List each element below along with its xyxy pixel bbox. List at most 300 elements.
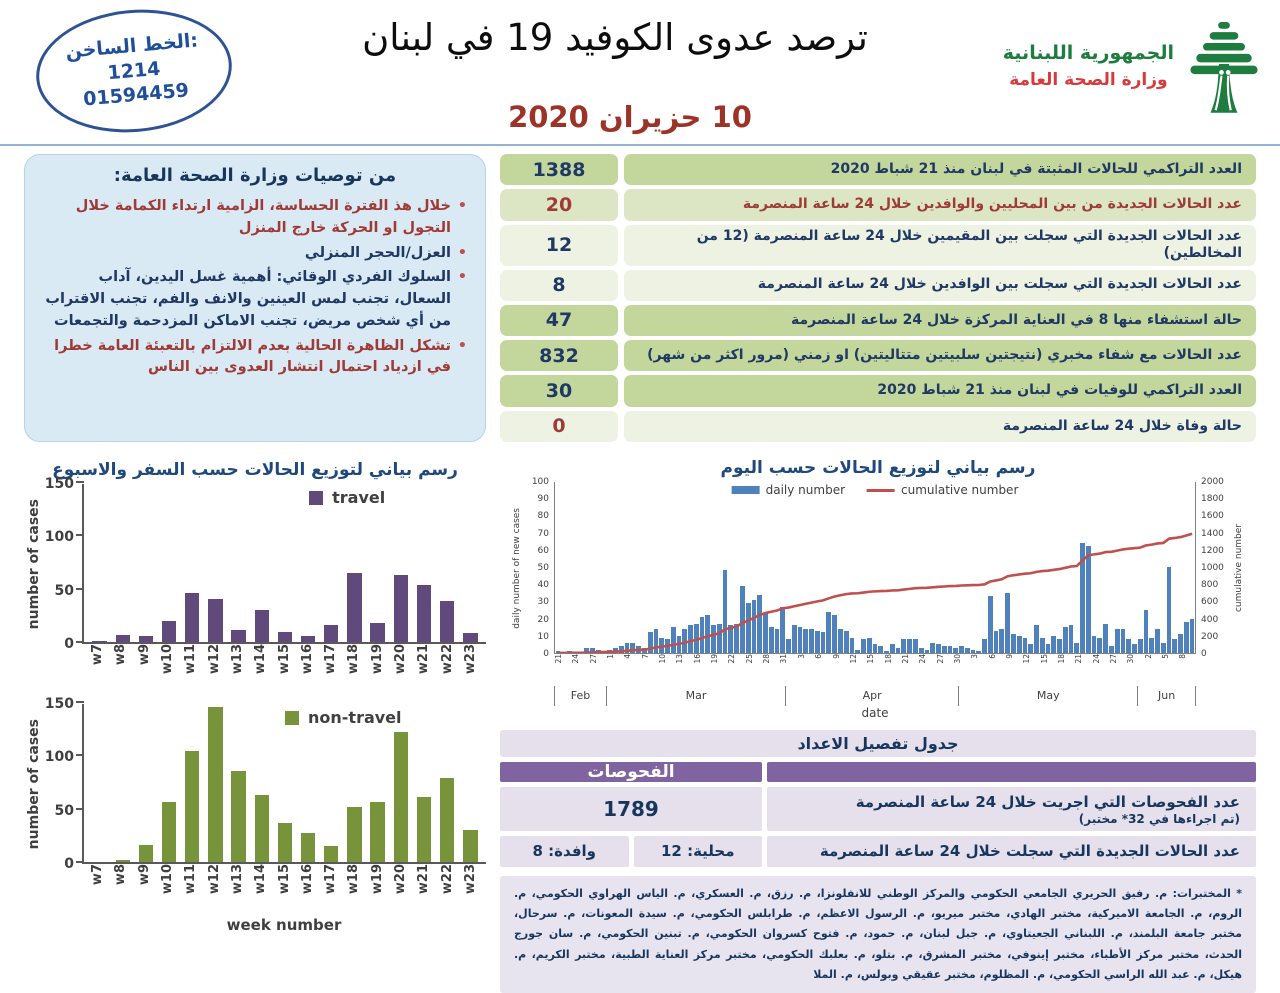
x-tick-slot (319, 644, 342, 694)
stat-row (500, 411, 1256, 442)
x-tick-slot (342, 644, 365, 694)
x-tick-label: w20 (393, 864, 408, 894)
month-label: Jun (1137, 686, 1195, 706)
bar (278, 823, 292, 862)
x-tick-label: w21 (416, 864, 431, 894)
right-y-tick: 0 (1201, 649, 1207, 659)
daily-x-tick-slot (641, 654, 650, 686)
y-tick-label: 150 (45, 696, 74, 712)
right-y-tick: 1000 (1201, 563, 1224, 573)
x-tick-slot (133, 864, 156, 914)
right-y-tick: 1200 (1201, 546, 1224, 556)
x-tick-slot (389, 864, 412, 914)
bar-slot (88, 641, 111, 642)
daily-x-tick-slot (1074, 654, 1083, 686)
daily-x-tick-label: 5 (1161, 654, 1170, 659)
month-label: Feb (554, 686, 606, 706)
bar (440, 601, 454, 642)
tests-count-value: 1789 (603, 797, 659, 821)
bar-slot (273, 632, 296, 642)
y-tick-label: 100 (45, 749, 74, 765)
daily-chart-legend (732, 483, 1019, 497)
x-axis-labels (82, 864, 486, 914)
daily-x-tick-slot (1005, 654, 1014, 686)
new-cases-label-cell (767, 836, 1256, 866)
daily-x-tick-label: 18 (1057, 654, 1066, 664)
recommendation-item: • تشكل الظاهرة الحالية بعدم الالتزام بالتعبئة العامة خطرا في ازدياد احتمال انتشار العدوى بين الناس (39, 336, 471, 380)
new-cases-values (500, 836, 762, 866)
x-tick-label: w8 (113, 864, 128, 885)
recommendation-item: • السلوك الفردي الوقائي: أهمية غسل اليدين، آداب السعال، تجنب لمس العينين والانف والفم، تجنب الاقتراب من أي شخص مريض، تجنب الاماكن المزدحمة والتجمعات (39, 267, 471, 332)
tests-count-row (500, 787, 1256, 831)
bar (231, 771, 245, 862)
y-axis-ticks (44, 484, 82, 644)
new-cases-label: عدد الحالات الجديدة التي سجلت خلال 24 ساعة المنصرمة (783, 841, 1240, 861)
daily-combo-chart (500, 482, 1256, 722)
daily-x-tick-label: 8 (1178, 654, 1187, 659)
tests-count-sublabel: (تم اجراءها في 32* مختبر) (783, 812, 1240, 826)
x-tick-label: w9 (137, 864, 152, 885)
bar (116, 635, 130, 642)
y-tick-mark (76, 641, 84, 643)
x-tick-label: w10 (160, 864, 175, 894)
new-cases-row (500, 836, 1256, 866)
bar-slot (111, 635, 134, 642)
stat-row (500, 375, 1256, 406)
x-tick-label: w21 (416, 644, 431, 674)
daily-x-tick-slot (814, 654, 823, 686)
daily-x-tick-slot (1161, 654, 1170, 686)
x-tick-slot (272, 644, 295, 694)
legend-item-cumulative (867, 483, 1018, 497)
daily-x-tick-slot (727, 654, 736, 686)
x-tick-label: w14 (253, 644, 268, 674)
y-tick-mark (76, 534, 84, 536)
daily-x-tick-label: 18 (884, 654, 893, 664)
y-tick-label: 150 (45, 476, 74, 492)
y-tick-mark (76, 861, 84, 863)
bar (417, 585, 431, 642)
daily-x-tick-label: 19 (710, 654, 719, 664)
bar (394, 732, 408, 862)
x-tick-slot (156, 864, 179, 914)
x-tick-label: w14 (253, 864, 268, 894)
daily-x-tick-slot (1126, 654, 1135, 686)
legend-swatch (285, 711, 299, 725)
left-y-tick: 60 (538, 546, 549, 556)
bar (162, 802, 176, 862)
x-axis-title: week number (82, 914, 486, 934)
x-tick-label: w7 (90, 644, 105, 665)
tests-header-spacer (767, 762, 1256, 782)
bar (370, 802, 384, 862)
daily-x-tick-slot (1092, 654, 1101, 686)
hotline-number-short: 1214 (107, 56, 162, 85)
x-tick-slot (342, 864, 365, 914)
y-tick-mark (76, 808, 84, 810)
hotline-label: الخط الساخن: (65, 28, 199, 64)
x-tick-label: w15 (277, 864, 292, 894)
daily-x-tick-label: 24 (1092, 654, 1101, 664)
daily-x-tick-label: 10 (658, 654, 667, 664)
x-tick-label: w23 (463, 864, 478, 894)
x-tick-slot (435, 644, 458, 694)
stat-row (500, 189, 1256, 220)
bar (185, 751, 199, 862)
recommendations-title: من توصيات وزارة الصحة العامة: (39, 165, 471, 186)
daily-x-tick-slot (745, 654, 754, 686)
bar-slot (412, 797, 435, 862)
daily-x-tick-slot (693, 654, 702, 686)
bar (440, 778, 454, 862)
x-tick-slot (272, 864, 295, 914)
x-tick-label: w18 (346, 864, 361, 894)
daily-x-tick-label: 25 (745, 654, 754, 664)
daily-x-tick-slot (970, 654, 979, 686)
left-y-tick: 40 (538, 580, 549, 590)
x-tick-slot (459, 644, 482, 694)
bar-slot (227, 630, 250, 642)
right-y-ticks (1196, 482, 1232, 654)
stat-label: حالة وفاة خلال 24 ساعة المنصرمة (624, 411, 1256, 442)
month-label: Mar (606, 686, 785, 706)
daily-x-tick-slot (1109, 654, 1118, 686)
stat-value: 832 (500, 340, 618, 371)
x-tick-label: w12 (207, 864, 222, 894)
y-tick-mark (76, 754, 84, 756)
daily-x-tick-label: 3 (797, 654, 806, 659)
bar (162, 621, 176, 642)
tests-header-label: الفحوصات (587, 762, 674, 782)
recommendation-item: • خلال هذ الفترة الحساسة، الزامية ارتداء الكمامة خلال التجول او الحركة خارج المنزل (39, 196, 471, 240)
x-tick-slot (156, 644, 179, 694)
nontravel-bar-chart (24, 704, 486, 934)
left-y-tick: 80 (538, 511, 549, 521)
x-tick-label: w8 (113, 644, 128, 665)
x-tick-slot (435, 864, 458, 914)
x-tick-label: w16 (300, 644, 315, 674)
bar-slot (320, 846, 343, 862)
bar-slot (436, 601, 459, 642)
left-y-tick: 20 (538, 615, 549, 625)
report-header (0, 0, 1280, 146)
daily-x-tick-label: 9 (1005, 654, 1014, 659)
x-tick-slot (412, 644, 435, 694)
daily-x-tick-label: 21 (1074, 654, 1083, 664)
daily-x-tick-slot (988, 654, 997, 686)
y-tick-mark (76, 481, 84, 483)
recommendations-list (39, 196, 471, 379)
x-tick-label: w11 (183, 644, 198, 674)
left-y-ticks (524, 482, 554, 654)
x-tick-label: w10 (160, 644, 175, 674)
weekly-chart-grid (24, 704, 486, 934)
x-tick-label: w23 (463, 644, 478, 674)
daily-x-tick-slot (918, 654, 927, 686)
right-y-axis-label-text: cumulative number (1234, 524, 1244, 612)
weekly-chart-grid (24, 484, 486, 694)
legend-line-swatch (867, 489, 895, 492)
bar (255, 610, 269, 642)
y-tick-mark (76, 701, 84, 703)
x-tick-slot (366, 864, 389, 914)
bar (185, 593, 199, 642)
daily-x-tick-slot (779, 654, 788, 686)
report-date: 10 حزيران 2020 (430, 100, 830, 134)
daily-x-tick-slot (710, 654, 719, 686)
bar-slot (412, 585, 435, 642)
x-tick-label: w7 (90, 864, 105, 885)
daily-x-tick-slot (1144, 654, 1153, 686)
stat-row (500, 340, 1256, 371)
x-tick-label: w17 (323, 644, 338, 674)
stat-row (500, 270, 1256, 301)
plot-area (82, 484, 486, 644)
x-tick-label: w13 (230, 644, 245, 674)
x-tick-slot (109, 864, 132, 914)
x-tick-slot (296, 864, 319, 914)
plot-area (82, 704, 486, 864)
hotline-number-long: 01594459 (82, 79, 190, 113)
stat-value: 8 (500, 270, 618, 301)
daily-x-tick-slot (884, 654, 893, 686)
tests-count-value-cell (500, 787, 762, 831)
daily-x-tick-label: 21 (554, 654, 563, 664)
y-tick-label: 50 (55, 803, 74, 819)
left-y-tick: 10 (538, 632, 549, 642)
bar-slot (181, 751, 204, 862)
bar-slot (250, 610, 273, 642)
bar-slot (273, 823, 296, 862)
month-label: Apr (785, 686, 958, 706)
right-y-axis-label (1232, 482, 1246, 654)
stat-label: العدد التراكمي للوفيات في لبنان منذ 21 شباط 2020 (624, 375, 1256, 406)
stat-label: العدد التراكمي للحالات المثبتة في لبنان منذ 21 شباط 2020 (624, 154, 1256, 185)
bar-slot (204, 707, 227, 862)
bar (417, 797, 431, 862)
x-tick-slot (133, 644, 156, 694)
daily-x-tick-slot (901, 654, 910, 686)
tests-count-label: عدد الفحوصات التي اجريت خلال 24 ساعة المنصرمة (783, 792, 1240, 812)
bar-slot (134, 845, 157, 862)
stat-row (500, 305, 1256, 336)
daily-x-tick-label: 6 (814, 654, 823, 659)
x-tick-slot (389, 644, 412, 694)
x-tick-slot (202, 644, 225, 694)
x-tick-label: w16 (300, 864, 315, 894)
stat-value: 12 (500, 225, 618, 266)
bars-group (84, 704, 486, 862)
bar (370, 623, 384, 642)
daily-x-tick-label: 15 (866, 654, 875, 664)
ministry-name (1003, 39, 1174, 93)
legend-bar-swatch (732, 486, 760, 494)
daily-x-tick-label: 9 (832, 654, 841, 659)
bar (278, 632, 292, 642)
daily-x-tick-label: 13 (675, 654, 684, 664)
daily-chart-grid (510, 482, 1246, 722)
y-axis-label-text: number of cases (26, 719, 42, 849)
daily-x-tick-slot (658, 654, 667, 686)
legend-line-label: cumulative number (901, 483, 1018, 497)
legend-bar-label: daily number (766, 483, 845, 497)
bar-slot (158, 621, 181, 642)
bar (139, 636, 153, 642)
chart-legend (309, 488, 385, 507)
bar (208, 707, 222, 862)
daily-x-tick-label: 1 (606, 654, 615, 659)
x-axis-title-date: date (554, 706, 1196, 722)
daily-x-tick-slot (554, 654, 563, 686)
month-band (554, 686, 1196, 706)
daily-x-tick-label: 12 (849, 654, 858, 664)
stat-value: 47 (500, 305, 618, 336)
daily-x-tick-label: 3 (970, 654, 979, 659)
daily-x-tick-slot (936, 654, 945, 686)
daily-x-tick-label: 24 (571, 654, 580, 664)
x-tick-slot (86, 864, 109, 914)
daily-x-tick-label: 16 (693, 654, 702, 664)
daily-x-tick-label: 6 (988, 654, 997, 659)
y-tick-label: 0 (64, 636, 74, 652)
bar-slot (389, 575, 412, 642)
daily-x-tick-label: 15 (1040, 654, 1049, 664)
bar-slot (111, 860, 134, 862)
x-tick-slot (202, 864, 225, 914)
x-tick-slot (412, 864, 435, 914)
x-tick-label: w22 (440, 644, 455, 674)
right-y-tick: 800 (1201, 580, 1218, 590)
bar (347, 573, 361, 642)
month-label: May (958, 686, 1137, 706)
weekly-chart-title: رسم بياني لتوزيع الحالات حسب السفر والاسبوع (24, 460, 486, 480)
tests-table-header-row (500, 762, 1256, 782)
daily-x-tick-label: 2 (1144, 654, 1153, 659)
stat-label: حالة استشفاء منها 8 في العناية المركزة خلال 24 ساعة المنصرمة (624, 305, 1256, 336)
bar-slot (250, 795, 273, 862)
daily-x-tick-slot (1192, 654, 1196, 686)
x-axis-labels (82, 644, 486, 694)
x-tick-slot (226, 644, 249, 694)
bar-slot (181, 593, 204, 642)
y-axis-label-text: number of cases (26, 499, 42, 629)
stat-label: عدد الحالات الجديدة التي سجلت بين الوافدين خلال 24 ساعة المنصرمة (624, 270, 1256, 301)
left-y-tick: 100 (532, 477, 549, 487)
bar-slot (343, 573, 366, 642)
stat-label: عدد الحالات مع شفاء مخبري (نتيجتين سلبيتين متتاليتين) او زمني (مرور اكثر من شهر) (624, 340, 1256, 371)
daily-x-tick-slot (589, 654, 598, 686)
daily-x-tick-slot (1040, 654, 1049, 686)
x-tick-label: w22 (440, 864, 455, 894)
left-y-tick: 0 (543, 649, 549, 659)
y-axis-ticks (44, 704, 82, 864)
right-y-tick: 1600 (1201, 511, 1224, 521)
stat-value: 20 (500, 189, 618, 220)
daily-x-tick-slot (623, 654, 632, 686)
x-tick-slot (249, 864, 272, 914)
tests-table-title: جدول تفصيل الاعداد (500, 730, 1256, 757)
bar-slot (366, 802, 389, 862)
bar (301, 636, 315, 642)
bar (116, 860, 130, 862)
daily-x-tick-label: 21 (901, 654, 910, 664)
daily-x-tick-slot (953, 654, 962, 686)
left-y-axis-label-text: daily number of new cases (512, 508, 522, 629)
travel-bar-chart (24, 484, 486, 694)
bar (301, 833, 315, 862)
labs-footnote: * المختبرات: م. رفيق الحريري الجامعي الحكومي والمركز الوطني للانفلونزا، م. رزق، م. العسكري، م. الياس الهراوي الحكومي، م. الروم، م. الجامعة الاميركية، مختبر الهادي، مختبر ميريو، م. الرسول الاعظم، م. طرابلس الحكومي، م. سيدة المعونات، م. سرحال، مختبر جامعة البلمند، م. اللبناني الجعيتاوي، م. جبل لبنان، م. حمود، م. فتوح كسروان الحكومي، م. تبنين الحكومي، م. سان جورج الحدث، مختبر مركز الأطباء، مختبر إينوفي، مختبر المشرق، م. بتلو، م. بعلبك الحكومي، مختبر مركز العناية الطبية، مختبر الكريم، م. هيكل، م. عبد الله الراسي الحكومي، م. المظلوم، مختبر عقيقي وبولس، م. الملا (500, 876, 1256, 993)
bar (463, 830, 477, 862)
imported-cases-cell: وافدة: 8 (500, 836, 629, 866)
right-y-tick: 400 (1201, 615, 1218, 625)
bar-slot (459, 633, 482, 642)
daily-x-tick-label: 27 (1109, 654, 1118, 664)
stat-label: عدد الحالات الجديدة من بين المحليين والوافدين خلال 24 ساعة المنصرمة (624, 189, 1256, 220)
right-y-tick: 2000 (1201, 477, 1224, 487)
x-tick-slot (109, 644, 132, 694)
daily-x-tick-label: 28 (762, 654, 771, 664)
daily-x-tick-slot (571, 654, 580, 686)
x-tick-label: w20 (393, 644, 408, 674)
daily-x-tick-label: 12 (1022, 654, 1031, 664)
x-tick-slot (366, 644, 389, 694)
chart-legend (285, 708, 402, 727)
daily-x-tick-label: 22 (727, 654, 736, 664)
tests-header-cell (500, 762, 762, 782)
daily-x-tick-label: 27 (936, 654, 945, 664)
stat-row (500, 225, 1256, 266)
bar-slot (366, 623, 389, 642)
legend-label: non-travel (308, 708, 402, 727)
bar (208, 599, 222, 642)
left-y-axis-label (510, 482, 524, 654)
hotline-oval (31, 2, 237, 141)
x-tick-slot (319, 864, 342, 914)
bar-slot (204, 599, 227, 642)
bar (92, 641, 106, 642)
legend-swatch (309, 491, 323, 505)
x-tick-label: w18 (346, 644, 361, 674)
bar-slot (436, 778, 459, 862)
x-tick-slot (179, 644, 202, 694)
x-tick-slot (86, 644, 109, 694)
bar (324, 625, 338, 642)
stat-label: عدد الحالات الجديدة التي سجلت بين المقيمين خلال 24 ساعة المنصرمة (12 من المخالطين) (624, 225, 1256, 266)
bar-slot (227, 771, 250, 862)
stat-value: 0 (500, 411, 618, 442)
right-y-tick: 200 (1201, 632, 1218, 642)
y-tick-label: 50 (55, 583, 74, 599)
daily-x-tick-slot (849, 654, 858, 686)
y-tick-label: 100 (45, 529, 74, 545)
x-tick-slot (249, 644, 272, 694)
x-tick-label: w19 (370, 644, 385, 674)
y-tick-mark (76, 588, 84, 590)
bar (139, 845, 153, 862)
daily-x-tick-slot (797, 654, 806, 686)
daily-x-tick-slot (1022, 654, 1031, 686)
bar-slot (134, 636, 157, 642)
y-axis-label (24, 704, 44, 864)
x-tick-label: w9 (137, 644, 152, 665)
cumulative-line (555, 482, 1195, 653)
legend-item-daily (732, 483, 845, 497)
left-y-tick: 70 (538, 529, 549, 539)
daily-x-tick-label: 7 (641, 654, 650, 659)
local-cases-cell: محلية: 12 (634, 836, 763, 866)
daily-x-tick-label: 30 (1126, 654, 1135, 664)
recommendations-box (24, 154, 486, 442)
